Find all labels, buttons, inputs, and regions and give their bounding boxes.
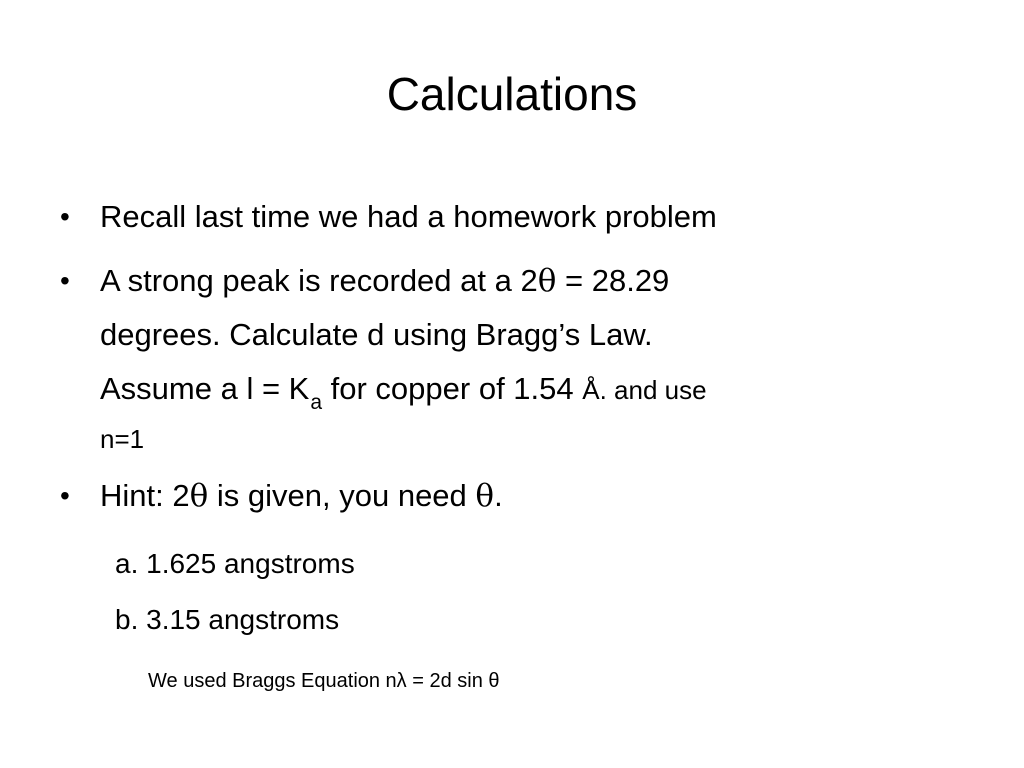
slide-title: Calculations — [386, 68, 638, 120]
bullet-list — [56, 190, 956, 534]
answer-a: a. 1.625 angstroms — [115, 548, 355, 579]
bullet-marker: • — [60, 265, 70, 296]
bullet-text-part1: A strong peak is recorded at a 2 — [100, 263, 538, 298]
bragg-equation-note: We used Braggs Equation nλ = 2d sin θ — [148, 670, 500, 692]
bullet-text-line4: n=1 — [100, 424, 145, 454]
bullet-text-line3a: Assume a l = K — [100, 371, 310, 406]
bullet-text-line2: degrees. Calculate d using Bragg’s Law. — [100, 317, 653, 352]
bullet-text-line3b: for copper of 1.54 — [322, 371, 583, 406]
theta-symbol: θ — [537, 263, 557, 299]
answer-list — [115, 536, 355, 648]
hint-part3: . — [494, 478, 503, 513]
bullet-marker: • — [60, 201, 70, 232]
bullet-item-problem — [56, 254, 956, 458]
hint-part1: Hint: 2 — [100, 478, 190, 513]
bullet-marker: • — [60, 480, 70, 511]
bullet-text-line3c: Å. and use — [582, 375, 707, 405]
hint-part2: is given, you need — [208, 478, 476, 513]
subscript-a: a — [310, 391, 323, 414]
bullet-text: Recall last time we had a homework problem — [100, 199, 717, 234]
bullet-item-recall — [56, 190, 956, 243]
theta-symbol-2: θ — [475, 478, 495, 514]
theta-symbol: θ — [189, 478, 209, 514]
bullet-text-part2: = 28.29 — [556, 263, 670, 298]
bullet-item-hint — [56, 469, 956, 523]
answer-b: b. 3.15 angstroms — [115, 604, 340, 635]
